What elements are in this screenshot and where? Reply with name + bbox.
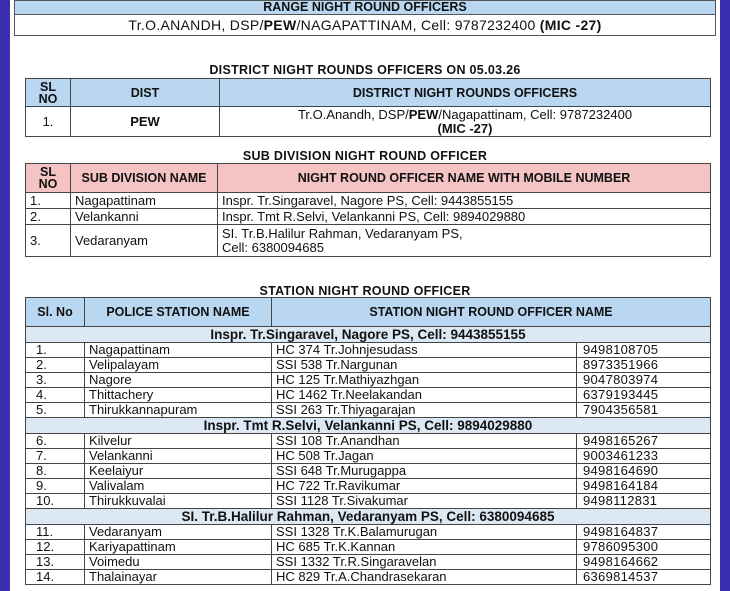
- station-phone: 6369814537: [577, 570, 711, 585]
- station-name: Thirukkannapuram: [85, 403, 272, 418]
- station-name: Velipalayam: [85, 358, 272, 373]
- station-name: Kariyapattinam: [85, 540, 272, 555]
- station-name: Thalainayar: [85, 570, 272, 585]
- station-group-label: Inspr. Tr.Singaravel, Nagore PS, Cell: 9443855155: [26, 327, 711, 343]
- table-row: [26, 373, 711, 388]
- station-phone: 9786095300: [577, 540, 711, 555]
- station-col-station: POLICE STATION NAME: [85, 298, 272, 327]
- subdivision-sl: 3.: [26, 225, 71, 257]
- station-phone: 9498164184: [577, 479, 711, 494]
- station-name: Vedaranyam: [85, 525, 272, 540]
- table-row: [26, 540, 711, 555]
- station-sl: 3.: [26, 373, 85, 388]
- district-table: [25, 78, 711, 137]
- table-row: [26, 388, 711, 403]
- table-row: [26, 107, 711, 137]
- station-name: Nagore: [85, 373, 272, 388]
- subdivision-sl: 2.: [26, 209, 71, 225]
- table-row: [26, 479, 711, 494]
- station-officer: HC 508 Tr.Jagan: [272, 449, 577, 464]
- subdivision-officer: Inspr. Tmt R.Selvi, Velankanni PS, Cell: 9894029880: [218, 209, 711, 225]
- station-phone: 9498164837: [577, 525, 711, 540]
- station-group-header: [26, 418, 711, 434]
- station-table: [25, 297, 711, 585]
- station-officer: HC 685 Tr.K.Kannan: [272, 540, 577, 555]
- station-officer: HC 374 Tr.Johnjesudass: [272, 343, 577, 358]
- district-officer-unit: PEW: [408, 106, 439, 122]
- subdivision-officer: [218, 225, 711, 257]
- station-phone: 9047803974: [577, 373, 711, 388]
- station-sl: 1.: [26, 343, 85, 358]
- range-header: RANGE NIGHT ROUND OFFICERS: [15, 1, 715, 15]
- station-group-header: [26, 327, 711, 343]
- district-officer-mic: (MIC -27): [437, 120, 493, 136]
- district-title: DISTRICT NIGHT ROUNDS OFFICERS ON 05.03.26: [209, 63, 521, 77]
- range-officer-line: [15, 15, 715, 35]
- station-phone: 9498164690: [577, 464, 711, 479]
- station-officer: SSI 648 Tr.Murugappa: [272, 464, 577, 479]
- table-row: [26, 525, 711, 540]
- table-row: [26, 358, 711, 373]
- subdivision-col-sl: SL NO: [26, 164, 71, 193]
- station-sl: 10.: [26, 494, 85, 509]
- range-officer-box: [14, 0, 716, 36]
- table-row: [26, 343, 711, 358]
- station-group-header: [26, 509, 711, 525]
- station-sl: 12.: [26, 540, 85, 555]
- station-officer: SSI 1328 Tr.K.Balamurugan: [272, 525, 577, 540]
- station-phone: 9498112831: [577, 494, 711, 509]
- table-row: [26, 225, 711, 257]
- subdivision-col-officer: NIGHT ROUND OFFICER NAME WITH MOBILE NUMBER: [218, 164, 711, 193]
- station-officer: SSI 538 Tr.Nargunan: [272, 358, 577, 373]
- station-group-label: SI. Tr.B.Halilur Rahman, Vedaranyam PS, Cell: 6380094685: [26, 509, 711, 525]
- station-name: Thirukkuvalai: [85, 494, 272, 509]
- station-phone: 9498108705: [577, 343, 711, 358]
- district-col-dist: DIST: [71, 79, 220, 107]
- range-officer-unit: PEW: [263, 17, 297, 33]
- station-officer: SSI 263 Tr.Thiyagarajan: [272, 403, 577, 418]
- range-officer-suffix: /NAGAPATTINAM, Cell: 9787232400: [296, 17, 540, 33]
- station-phone: 8973351966: [577, 358, 711, 373]
- table-row: [26, 449, 711, 464]
- station-phone: 9498165267: [577, 434, 711, 449]
- station-name: Velankanni: [85, 449, 272, 464]
- range-officer-mic: (MIC -27): [539, 17, 602, 33]
- station-name: Nagapattinam: [85, 343, 272, 358]
- subdivision-officer-line1: SI. Tr.B.Halilur Rahman, Vedaranyam PS,: [222, 225, 463, 241]
- station-officer: HC 125 Tr.Mathiyazhgan: [272, 373, 577, 388]
- station-sl: 7.: [26, 449, 85, 464]
- station-name: Kilvelur: [85, 434, 272, 449]
- range-officer-prefix: Tr.O.ANANDH, DSP/: [128, 17, 264, 33]
- subdivision-header-row: [26, 164, 711, 193]
- table-row: [26, 570, 711, 585]
- document-page: [10, 0, 720, 591]
- station-officer: SSI 1128 Tr.Sivakumar: [272, 494, 577, 509]
- subdivision-sl: 1.: [26, 193, 71, 209]
- station-sl: 8.: [26, 464, 85, 479]
- station-phone: 9498164662: [577, 555, 711, 570]
- table-row: [26, 403, 711, 418]
- station-sl: 14.: [26, 570, 85, 585]
- subdivision-col-name: SUB DIVISION NAME: [71, 164, 218, 193]
- table-row: [26, 193, 711, 209]
- subdivision-officer-line2: Cell: 6380094685: [222, 239, 324, 255]
- right-frame-border: [720, 0, 730, 591]
- subdivision-name: Nagapattinam: [71, 193, 218, 209]
- subdivision-name: Velankanni: [71, 209, 218, 225]
- station-name: Voimedu: [85, 555, 272, 570]
- district-col-officers: DISTRICT NIGHT ROUNDS OFFICERS: [220, 79, 711, 107]
- table-row: [26, 434, 711, 449]
- station-officer: HC 1462 Tr.Neelakandan: [272, 388, 577, 403]
- table-row: [26, 209, 711, 225]
- station-officer: HC 829 Tr.A.Chandrasekaran: [272, 570, 577, 585]
- station-sl: 4.: [26, 388, 85, 403]
- station-phone: 7904356581: [577, 403, 711, 418]
- subdivision-title: SUB DIVISION NIGHT ROUND OFFICER: [242, 149, 488, 163]
- district-col-sl: SL NO: [26, 79, 71, 107]
- station-phone: 6379193445: [577, 388, 711, 403]
- district-sl: 1.: [26, 107, 71, 137]
- station-sl: 13.: [26, 555, 85, 570]
- district-name: PEW: [71, 107, 220, 137]
- station-title: STATION NIGHT ROUND OFFICER: [259, 284, 471, 298]
- station-group-label: Inspr. Tmt R.Selvi, Velankanni PS, Cell: 9894029880: [26, 418, 711, 434]
- station-phone: 9003461233: [577, 449, 711, 464]
- station-header-row: [26, 298, 711, 327]
- station-sl: 5.: [26, 403, 85, 418]
- station-officer: SSI 1332 Tr.R.Singaravelan: [272, 555, 577, 570]
- district-officer-suffix: /Nagapattinam, Cell: 9787232400: [438, 106, 633, 122]
- district-header-row: [26, 79, 711, 107]
- station-sl: 11.: [26, 525, 85, 540]
- station-name: Valivalam: [85, 479, 272, 494]
- district-officer: [220, 107, 711, 137]
- station-col-officer: STATION NIGHT ROUND OFFICER NAME: [272, 298, 711, 327]
- table-row: [26, 464, 711, 479]
- subdivision-name: Vedaranyam: [71, 225, 218, 257]
- station-col-sl: Sl. No: [26, 298, 85, 327]
- left-frame-border: [0, 0, 10, 591]
- station-name: Keelaiyur: [85, 464, 272, 479]
- station-sl: 2.: [26, 358, 85, 373]
- station-sl: 6.: [26, 434, 85, 449]
- station-name: Thittachery: [85, 388, 272, 403]
- subdivision-table: [25, 163, 711, 257]
- table-row: [26, 494, 711, 509]
- district-officer-prefix: Tr.O.Anandh, DSP/: [297, 106, 409, 122]
- station-officer: SSI 108 Tr.Anandhan: [272, 434, 577, 449]
- station-sl: 9.: [26, 479, 85, 494]
- station-officer: HC 722 Tr.Ravikumar: [272, 479, 577, 494]
- table-row: [26, 555, 711, 570]
- subdivision-officer: Inspr. Tr.Singaravel, Nagore PS, Cell: 9443855155: [218, 193, 711, 209]
